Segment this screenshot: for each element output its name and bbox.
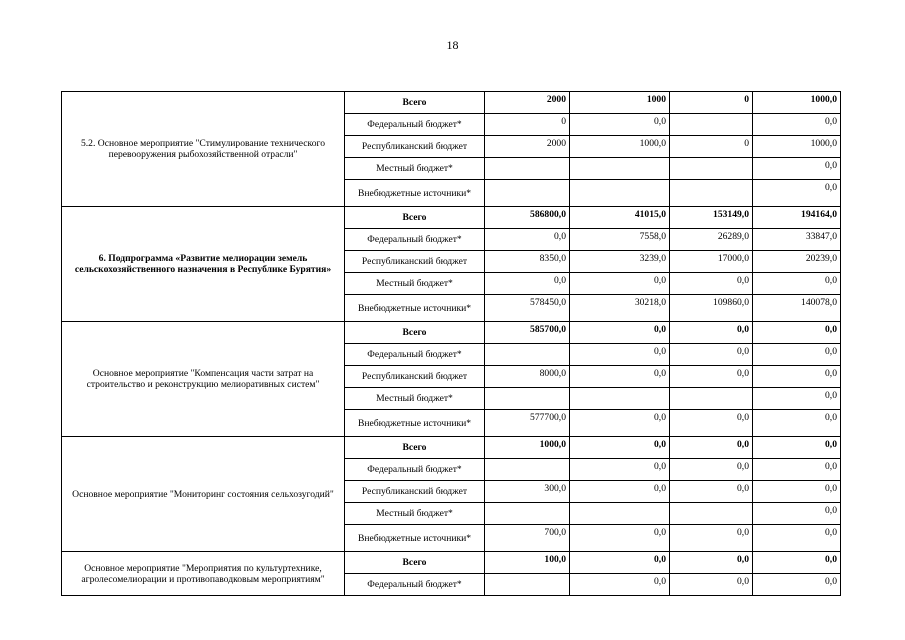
funding-source-cell: Местный бюджет* xyxy=(345,388,485,410)
page-number: 18 xyxy=(446,38,459,52)
amount-cell xyxy=(670,180,753,207)
amount-cell: 2000 xyxy=(485,92,570,114)
amount-cell: 0,0 xyxy=(670,574,753,596)
amount-cell: 0,0 xyxy=(570,574,670,596)
funding-source-cell: Федеральный бюджет* xyxy=(345,114,485,136)
amount-cell: 0,0 xyxy=(753,459,841,481)
amount-cell: 0,0 xyxy=(753,366,841,388)
amount-cell xyxy=(570,180,670,207)
funding-source-cell: Республиканский бюджет xyxy=(345,481,485,503)
amount-cell xyxy=(670,114,753,136)
section-name-cell: Основное мероприятие "Компенсация части затрат на строительство и реконструкцию мелиоративных систем" xyxy=(62,322,345,437)
table-row xyxy=(62,437,841,459)
amount-cell xyxy=(670,503,753,525)
amount-cell: 0,0 xyxy=(753,552,841,574)
table-row xyxy=(62,552,841,574)
amount-cell: 0,0 xyxy=(670,344,753,366)
amount-cell: 194164,0 xyxy=(753,207,841,229)
amount-cell: 0,0 xyxy=(570,366,670,388)
section-name-cell: Основное мероприятие "Мероприятия по культуртехнике, агролесомелиорации и противопаводковым мероприятиям" xyxy=(62,552,345,596)
funding-source-cell: Федеральный бюджет* xyxy=(345,344,485,366)
amount-cell: 26289,0 xyxy=(670,229,753,251)
funding-source-cell: Федеральный бюджет* xyxy=(345,229,485,251)
amount-cell: 1000,0 xyxy=(753,136,841,158)
table-row xyxy=(62,322,841,344)
amount-cell xyxy=(485,503,570,525)
amount-cell: 0,0 xyxy=(753,158,841,180)
funding-source-cell: Республиканский бюджет xyxy=(345,136,485,158)
amount-cell: 1000 xyxy=(570,92,670,114)
budget-table xyxy=(61,91,841,596)
funding-source-cell: Федеральный бюджет* xyxy=(345,459,485,481)
funding-source-cell: Республиканский бюджет xyxy=(345,251,485,273)
funding-source-cell: Внебюджетные источники* xyxy=(345,525,485,552)
amount-cell: 20239,0 xyxy=(753,251,841,273)
amount-cell: 0,0 xyxy=(670,322,753,344)
section-name-cell: 5.2. Основное мероприятие "Стимулирование технического перевооружения рыбохозяйственной отрасли" xyxy=(62,92,345,207)
funding-source-cell: Местный бюджет* xyxy=(345,158,485,180)
total-label-cell: Всего xyxy=(345,207,485,229)
amount-cell xyxy=(485,344,570,366)
amount-cell: 0,0 xyxy=(485,273,570,295)
section-name-cell: Основное мероприятие "Мониторинг состояния сельхозугодий" xyxy=(62,437,345,552)
amount-cell: 0,0 xyxy=(670,366,753,388)
amount-cell: 0 xyxy=(670,136,753,158)
amount-cell: 0,0 xyxy=(570,322,670,344)
amount-cell: 700,0 xyxy=(485,525,570,552)
amount-cell: 153149,0 xyxy=(670,207,753,229)
table-row xyxy=(62,92,841,114)
amount-cell: 0,0 xyxy=(570,525,670,552)
funding-source-cell: Местный бюджет* xyxy=(345,273,485,295)
amount-cell: 0,0 xyxy=(753,525,841,552)
amount-cell: 33847,0 xyxy=(753,229,841,251)
amount-cell xyxy=(570,388,670,410)
amount-cell: 0,0 xyxy=(670,481,753,503)
amount-cell: 0,0 xyxy=(753,410,841,437)
funding-source-cell: Внебюджетные источники* xyxy=(345,295,485,322)
total-label-cell: Всего xyxy=(345,322,485,344)
amount-cell: 1000,0 xyxy=(753,92,841,114)
amount-cell: 0,0 xyxy=(570,552,670,574)
funding-source-cell: Местный бюджет* xyxy=(345,503,485,525)
amount-cell xyxy=(485,574,570,596)
amount-cell xyxy=(670,158,753,180)
amount-cell: 1000,0 xyxy=(570,136,670,158)
amount-cell: 0,0 xyxy=(753,180,841,207)
amount-cell: 0,0 xyxy=(670,525,753,552)
amount-cell: 0,0 xyxy=(753,437,841,459)
amount-cell: 0,0 xyxy=(753,574,841,596)
amount-cell: 577700,0 xyxy=(485,410,570,437)
amount-cell: 0,0 xyxy=(753,481,841,503)
section-name-cell: 6. Подпрограмма «Развитие мелиорации земель сельскохозяйственного назначения в Республике Бурятия» xyxy=(62,207,345,322)
budget-table-body xyxy=(62,92,841,596)
amount-cell: 0,0 xyxy=(670,273,753,295)
amount-cell: 0,0 xyxy=(570,481,670,503)
total-label-cell: Всего xyxy=(345,92,485,114)
amount-cell: 0,0 xyxy=(753,273,841,295)
amount-cell: 0,0 xyxy=(753,322,841,344)
amount-cell: 578450,0 xyxy=(485,295,570,322)
amount-cell: 41015,0 xyxy=(570,207,670,229)
amount-cell: 0,0 xyxy=(670,459,753,481)
amount-cell xyxy=(570,503,670,525)
amount-cell: 30218,0 xyxy=(570,295,670,322)
funding-source-cell: Внебюджетные источники* xyxy=(345,410,485,437)
funding-source-cell: Внебюджетные источники* xyxy=(345,180,485,207)
amount-cell: 0,0 xyxy=(670,410,753,437)
amount-cell: 0,0 xyxy=(753,388,841,410)
funding-source-cell: Республиканский бюджет xyxy=(345,366,485,388)
total-label-cell: Всего xyxy=(345,552,485,574)
amount-cell: 0,0 xyxy=(570,410,670,437)
amount-cell xyxy=(485,158,570,180)
amount-cell: 17000,0 xyxy=(670,251,753,273)
amount-cell: 0,0 xyxy=(570,114,670,136)
amount-cell: 7558,0 xyxy=(570,229,670,251)
amount-cell: 0,0 xyxy=(753,503,841,525)
amount-cell: 2000 xyxy=(485,136,570,158)
total-label-cell: Всего xyxy=(345,437,485,459)
amount-cell: 8350,0 xyxy=(485,251,570,273)
funding-source-cell: Федеральный бюджет* xyxy=(345,574,485,596)
amount-cell: 100,0 xyxy=(485,552,570,574)
amount-cell xyxy=(485,388,570,410)
amount-cell: 109860,0 xyxy=(670,295,753,322)
amount-cell: 3239,0 xyxy=(570,251,670,273)
amount-cell xyxy=(485,459,570,481)
amount-cell: 0,0 xyxy=(485,229,570,251)
amount-cell: 0,0 xyxy=(570,459,670,481)
amount-cell: 0,0 xyxy=(670,437,753,459)
amount-cell: 0,0 xyxy=(670,552,753,574)
amount-cell xyxy=(485,180,570,207)
amount-cell: 0 xyxy=(485,114,570,136)
amount-cell xyxy=(670,388,753,410)
amount-cell: 140078,0 xyxy=(753,295,841,322)
table-row xyxy=(62,207,841,229)
amount-cell: 586800,0 xyxy=(485,207,570,229)
amount-cell: 300,0 xyxy=(485,481,570,503)
amount-cell: 8000,0 xyxy=(485,366,570,388)
amount-cell: 1000,0 xyxy=(485,437,570,459)
amount-cell: 0,0 xyxy=(570,344,670,366)
amount-cell: 0,0 xyxy=(753,344,841,366)
amount-cell: 0,0 xyxy=(570,273,670,295)
amount-cell: 0 xyxy=(670,92,753,114)
amount-cell: 0,0 xyxy=(753,114,841,136)
amount-cell: 0,0 xyxy=(570,437,670,459)
amount-cell xyxy=(570,158,670,180)
amount-cell: 585700,0 xyxy=(485,322,570,344)
